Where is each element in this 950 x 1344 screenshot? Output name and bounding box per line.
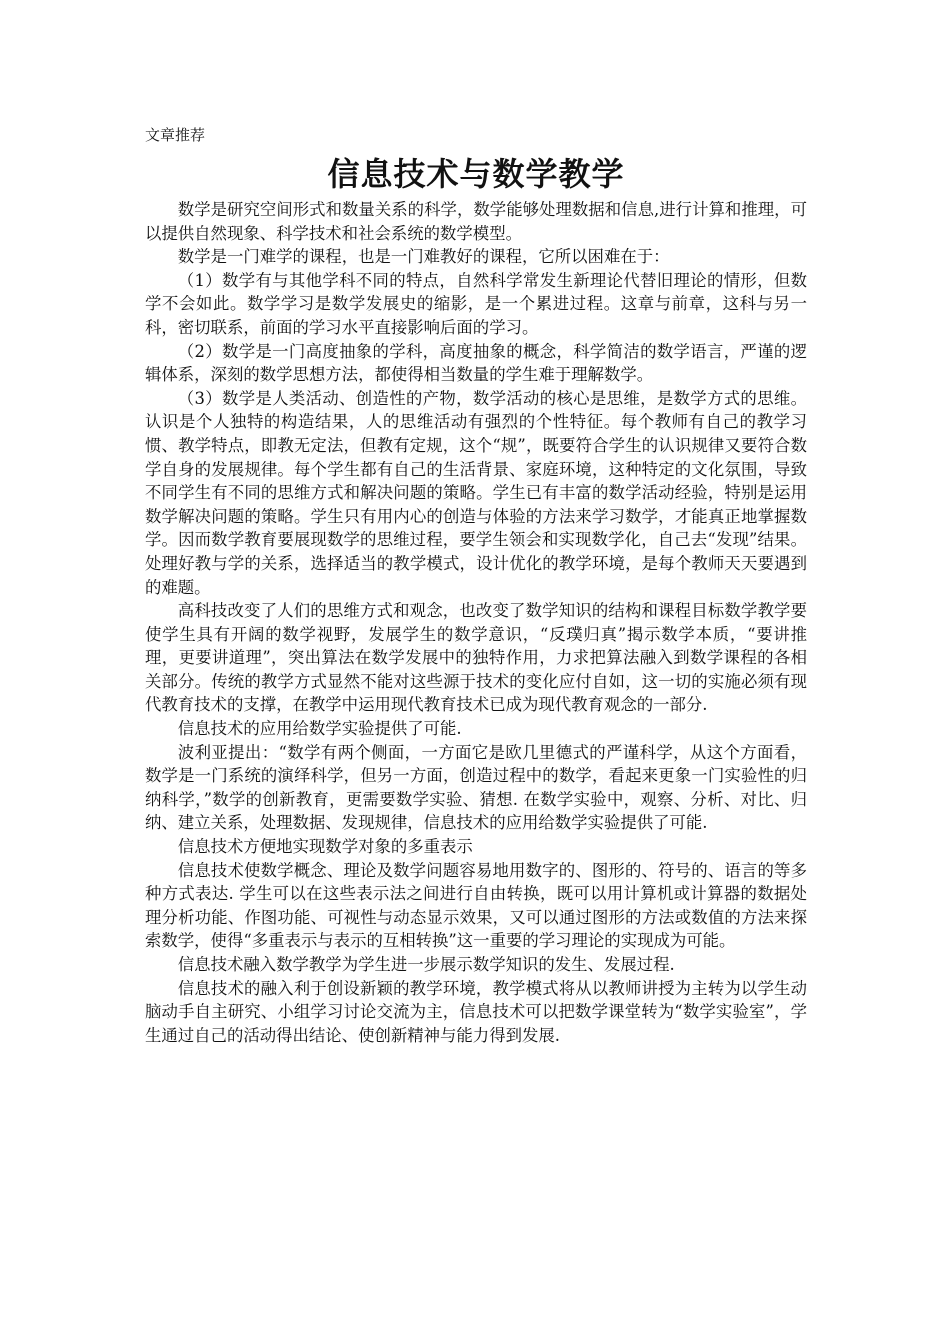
page-title: 信息技术与数学教学 — [327, 155, 625, 193]
article-body — [145, 198, 807, 1047]
section-heading: 信息技术方便地实现数学对象的多重表示 — [177, 837, 473, 857]
paragraph: （1）数学有与其他学科不同的特点，自然科学常发生新理论代替旧理论的情形，但数学不会如此。数学学习是数学发展史的缩影，是一个累进过程。这章与前章，这科与另一科，密切联系，前面的学习水平直接影响后面的学习。 — [145, 270, 807, 337]
paragraph: 波利亚提出：“数学有两个侧面，一方面它是欧几里德式的严谨科学，从这个方面看，数学是一门系统的演绎科学，但另一方面，创造过程中的数学，看起来更象一门实验性的归纳科学，”数学的创新教育，更需要数学实验、猜想. 在数学实验中，观察、分析、对比、归纳、建立关系，处理数据、发现规律，信息技术的应用给数学实验提供了可能. — [145, 742, 807, 833]
paragraph: 信息技术的融入利于创设新颖的教学环境，教学模式将从以教师讲授为主转为以学生动脑动手自主研究、小组学习讨论交流为主，信息技术可以把数学课堂转为“数学实验室”，学生通过自己的活动得出结论、使创新精神与能力得到发展. — [145, 978, 807, 1045]
paragraph: 数学是研究空间形式和数量关系的科学，数学能够处理数据和信息,进行计算和推理，可以提供自然现象、科学技术和社会系统的数学模型。 — [145, 200, 807, 243]
paragraph: （3）数学是人类活动、创造性的产物，数学活动的核心是思维，是数学方式的思维。认识是个人独特的构造结果，人的思维活动有强烈的个性特征。每个教师有自己的教学习惯、教学特点，即教无定法，但教有定规，这个“规”，既要符合学生的认识规律又要符合数学自身的发展规律。每个学生都有自己的生活背景、家庭环境，这种特定的文化氛围，导致不同学生有不同的思维方式和解决问题的策略。学生已有丰富的数学活动经验，特别是运用数学解决问题的策略。学生只有用内心的创造与体验的方法来学习数学，才能真正地掌握数学。因而数学教育要展现数学的思维过程，要学生领会和实现数学化，自己去“发现”结果。处理好教与学的关系，选择适当的教学模式，设计优化的教学环境，是每个教师天天要遇到的难题。 — [145, 388, 807, 597]
paragraph: 数学是一门难学的课程，也是一门难教好的课程，它所以困难在于： — [177, 247, 670, 267]
paragraph: 高科技改变了人们的思维方式和观念，也改变了数学知识的结构和课程目标数学教学要使学生具有开阔的数学视野，发展学生的数学意识，“反璞归真”揭示数学本质，“要讲推理，更要讲道理”，突出算法在数学发展中的独特作用，力求把算法融入到数学课程的各相关部分。传统的教学方式显然不能对这些源于技术的变化应付自如，这一切的实施必须有现代教育技术的支撑，在教学中运用现代教育技术已成为现代教育观念的一部分. — [145, 601, 807, 715]
category-label: 文章推荐 — [145, 126, 206, 144]
paragraph: 信息技术使数学概念、理论及数学问题容易地用数字的、图形的、符号的、语言的等多种方式表达. 学生可以在这些表示法之间进行自由转换，既可以用计算机或计算器的数据处理分析功能、作图功能、可视性与动态显示效果，又可以通过图形的方法或数值的方法来探索数学，使得“多重表示与表示的互相转换”这一重要的学习理论的实现成为可能。 — [145, 860, 807, 951]
paragraph: （2）数学是一门高度抽象的学科，高度抽象的概念，科学简洁的数学语言，严谨的逻辑体系，深刻的数学思想方法，都使得相当数量的学生难于理解数学。 — [145, 341, 807, 385]
section-heading: 信息技术融入数学教学为学生进一步展示数学知识的发生、发展过程. — [177, 955, 675, 974]
document-page — [145, 124, 807, 1047]
paragraph: 信息技术的应用给数学实验提供了可能. — [177, 719, 462, 739]
